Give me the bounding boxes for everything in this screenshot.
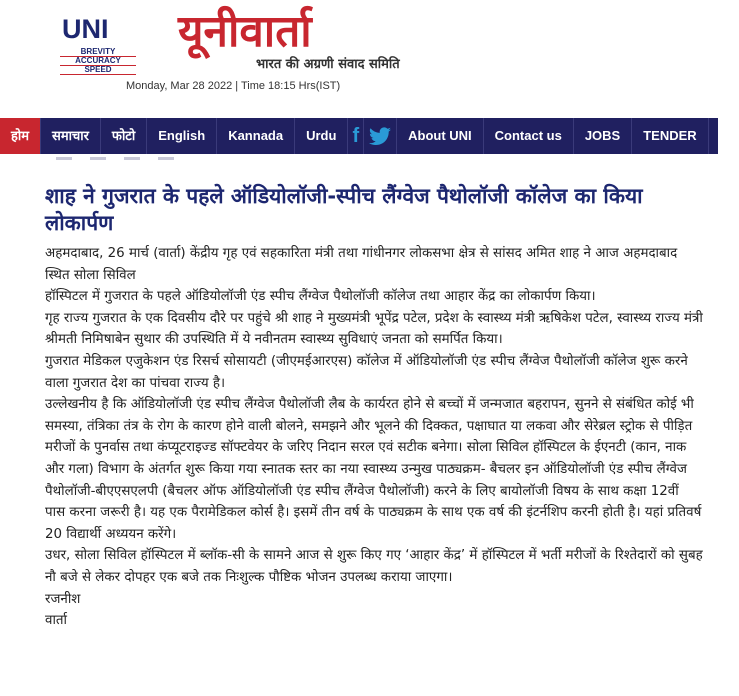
logo-tagline [60,48,136,75]
twitter-icon[interactable] [364,118,397,154]
article-paragraph: उधर, सोला सिविल हॉस्पिटल में ब्लॉक-सी के सामने आज से शुरू किए गए ‘आहार केंद्र’ में हॉस्पिटल में भर्ती मरीजों के रिश्तेदारों को सुबह नौ बजे से लेकर दोपहर एक बजे तक निःशुल्क पौष्टिक भोजन उपलब्ध कराया जाएगा। [45,548,703,585]
article-title: शाह ने गुजरात के पहले ऑडियोलॉजी-स्पीच लैंग्वेज पैथोलॉजी कॉलेज का किया लोकार्पण [45,184,643,235]
main-nav [0,118,729,154]
article-paragraph: गुजरात मेडिकल एजुकेशन एंड रिसर्च सोसायटी (जीएमईआरएस) कॉलेज में ऑडियोलॉजी एंड स्पीच लैंग्वेज पैथोलॉजी कॉलेज शुरू करने वाला गुजरात देश का पांचवा राज्य है। [45,353,688,391]
logo-tag-speed: SPEED [60,66,136,75]
article-paragraph: अहमदाबाद, 26 मार्च (वार्ता) केंद्रीय गृह एवं सहकारिता मंत्री तथा गांधीनगर लोकसभा क्षेत्र से सांसद अमित शाह ने आज अहमदाबाद स्थित सोला सिविल [45,246,678,283]
nav-news[interactable]: समाचार [41,118,101,154]
article-author: रजनीश [45,591,81,607]
banner-title: यूनीवार्ता [178,6,312,57]
nav-kannada[interactable]: Kannada [217,118,295,154]
nav-tender[interactable]: TENDER [632,118,708,154]
strip-dash [90,157,106,160]
article-agency: वार्ता [45,613,68,629]
logo-uni-text: UNI [62,14,109,44]
dateline: Monday, Mar 28 2022 | Time 18:15 Hrs(IST) [126,80,341,92]
nav-jobs[interactable]: JOBS [574,118,632,154]
logo-tag-accuracy: ACCURACY [60,57,136,66]
nav-home[interactable]: होम [0,118,41,154]
uni-logo[interactable] [58,12,136,74]
banner-subtitle: भारत की अग्रणी संवाद समिति [256,57,400,72]
nav-contact[interactable]: Contact us [484,118,574,154]
article-paragraph: गृह राज्य गुजरात के एक दिवसीय दौरे पर पहुंचे श्री शाह ने मुख्यमंत्री भूपेंद्र पटेल, प्रदेश के स्वास्थ्य मंत्री ऋषिकेश पटेल, स्वास्थ्य राज्य मंत्री श्रीमती निमिषाबेन सुथार की उपस्थिति में ये नवीनतम स्वास्थ्य सुविधाएं जनता को समर्पित किया। [45,310,703,348]
nav-photo[interactable]: फोटो [101,118,147,154]
nav-english[interactable]: English [147,118,217,154]
strip-dash [124,157,140,160]
logo-tag-brevity: BREVITY [60,48,136,57]
strip-dash [56,157,72,160]
nav-about-uni[interactable]: About UNI [397,118,484,154]
facebook-icon[interactable]: f [348,118,364,154]
decorative-strip [56,157,174,160]
site-header [0,0,718,118]
article-body [45,243,703,632]
univarta-banner[interactable] [168,6,524,76]
article-paragraph: उल्लेखनीय है कि ऑडियोलॉजी एंड स्पीच लैंग्वेज पैथोलॉजी लैब के कार्यरत होने से बच्चों में जन्मजात बहरापन, सुनने से संबंधित कोई भी समस्या, तंत्रिका तंत्र के रोग के कारण होने वाली बोलने, समझने और भूलने की दिक्कत, पक्षाघात या लकवा और सेरेब्रल स्ट्रोक से पीड़ित मरीजों के पुनर्वास तथा कंप्यूटराइज्ड सॉफ्टवेयर के जरिए निदान सरल एवं सटीक बनेगा। सोला सिविल हॉस्पिटल के ईएनटी (कान, नाक और गला) विभाग के अंतर्गत शुरू किया गया स्नातक स्तर का नया स्वास्थ्य उन्मुख पाठ्यक्रम- बैचलर इन ऑडियोलॉजी एंड स्पीच लैंग्वेज पैथोलॉजी-बीएएसएलपी (बैचलर ऑफ ऑडियोलॉजी एंड स्पीच लैंग्वेज पैथोलॉजी) करने के लिए बायोलॉजी विषय के साथ कक्षा 12वीं पास करना जरूरी है। यह एक पैरामेडिकल कोर्स है। इसमें तीन वर्ष के पाठ्यक्रम के साथ एक वर्ष की इंटर्नशिप करनी होती है। यहां प्रतिवर्ष 20 विद्यार्थी अध्ययन करेंगे। [45,397,702,542]
article-paragraph: हॉस्पिटल में गुजरात के पहले ऑडियोलॉजी एंड स्पीच लैंग्वेज पैथोलॉजी कॉलेज तथा आहार केंद्र का लोकार्पण किया। [45,289,596,305]
nav-urdu[interactable]: Urdu [295,118,348,154]
strip-dash [158,157,174,160]
news-article [45,183,703,632]
nav-more[interactable]: P [719,128,729,143]
